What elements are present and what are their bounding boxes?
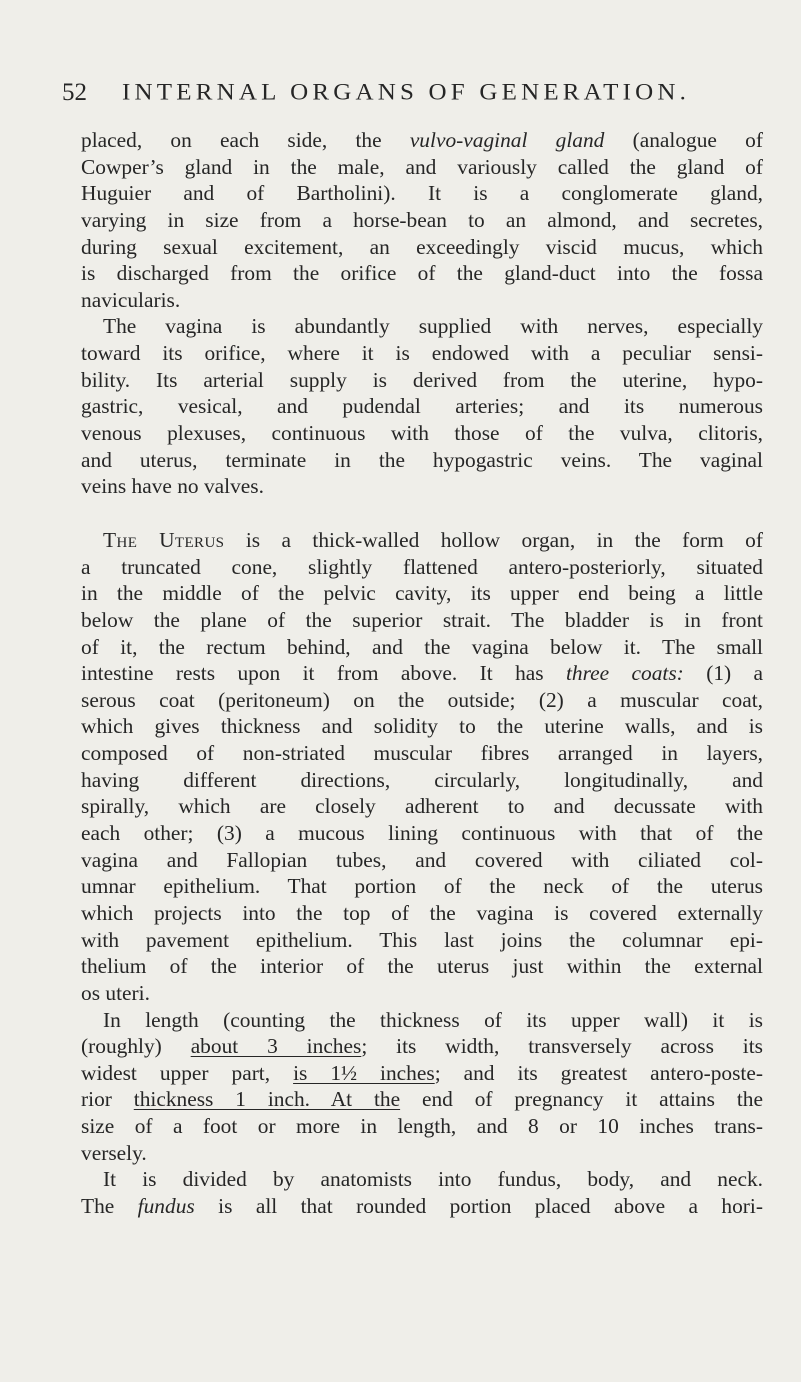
text-line: which projects into the top of the vagina is covered externally <box>81 900 763 925</box>
text-line: is discharged from the orifice of the gland-duct into the fossa <box>81 261 763 286</box>
running-head-title: INTERNAL ORGANS OF GENERATION. <box>122 80 691 105</box>
text-line: of it, the rectum behind, and the vagina below it. The small <box>81 634 763 659</box>
underlined-text: is 1½ inches <box>293 1060 435 1085</box>
text-line: umnar epithelium. That portion of the neck of the uterus <box>81 874 763 899</box>
text-line: each other; (3) a mucous lining continuous with that of the <box>81 821 763 846</box>
text-line: bility. Its arterial supply is derived from the uterine, hypo- <box>81 367 763 392</box>
text-line: Huguier and of Bartholini). It is a conglomerate gland, <box>81 181 763 206</box>
text-line: Cowper’s gland in the male, and variously called the gland of <box>81 154 763 179</box>
text-line: which gives thickness and solidity to the uterine walls, and is <box>81 714 763 739</box>
text-line: a truncated cone, slightly flattened antero-posteriorly, situated <box>81 554 763 579</box>
text-line: widest upper part, is 1½ inches; and its greatest antero-poste- <box>81 1060 763 1085</box>
text-line: vagina and Fallopian tubes, and covered with ciliated col- <box>81 847 763 872</box>
text-line: (roughly) about 3 inches; its width, transversely across its <box>81 1034 764 1059</box>
text-line: placed, on each side, the vulvo-vaginal gland (analogue of <box>81 128 763 152</box>
running-head <box>62 78 762 108</box>
text-line: having different directions, circularly, longitudinally, and <box>81 767 763 792</box>
text-line: It is divided by anatomists into fundus, body, and neck. <box>103 1167 763 1192</box>
page-number: 52 <box>62 79 87 106</box>
text-line: intestine rests upon it from above. It has three coats: (1) a <box>81 661 764 686</box>
text-line: navicularis. <box>81 287 181 312</box>
text-line: toward its orifice, where it is endowed with a peculiar sensi- <box>81 341 763 366</box>
paragraph-gap <box>81 500 763 527</box>
text-line: thelium of the interior of the uterus just within the external <box>81 954 763 979</box>
text-line: The vagina is abundantly supplied with nerves, especially <box>103 314 763 339</box>
text-line: below the plane of the superior strait. The bladder is in front <box>81 607 763 632</box>
text-line: spirally, which are closely adherent to and decussate with <box>81 794 763 819</box>
text-line: os uteri. <box>81 980 150 1005</box>
text-line: venous plexuses, continuous with those of the vulva, clitoris, <box>81 421 763 446</box>
underlined-text: about 3 inches <box>190 1034 362 1059</box>
text-line: and uterus, terminate in the hypogastric veins. The vaginal <box>81 447 763 472</box>
body-text <box>81 127 763 1220</box>
emphasis-term: three coats: <box>565 661 684 686</box>
text-line: size of a foot or more in length, and 8 or 10 inches trans- <box>81 1114 763 1139</box>
emphasis-term: vulvo-vaginal gland <box>409 128 605 152</box>
section-heading: The Uterus <box>103 527 225 552</box>
text-line: rior thickness 1 inch. At the end of pregnancy it attains the <box>81 1087 763 1112</box>
text-line: gastric, vesical, and pudendal arteries; and its numerous <box>81 394 763 419</box>
text-line: serous coat (peritoneum) on the outside; (2) a muscular coat, <box>81 687 763 712</box>
underlined-text: thickness 1 inch. At the <box>133 1087 401 1112</box>
text-line: varying in size from a horse-bean to an almond, and secretes, <box>81 207 763 232</box>
text-line: veins have no valves. <box>81 474 264 499</box>
text-line: versely. <box>81 1140 147 1165</box>
text-line: The Uterus is a thick-walled hollow organ, in the form of <box>103 527 763 552</box>
text-line: in the middle of the pelvic cavity, its upper end being a little <box>81 581 763 606</box>
text-line: In length (counting the thickness of its upper wall) it is <box>103 1007 763 1032</box>
text-line: The fundus is all that rounded portion placed above a hori- <box>81 1193 763 1218</box>
emphasis-term: fundus <box>137 1193 195 1218</box>
text-line: composed of non-striated muscular fibres arranged in layers, <box>81 741 763 766</box>
text-line: during sexual excitement, an exceedingly viscid mucus, which <box>81 234 763 259</box>
text-line: with pavement epithelium. This last joins the columnar epi- <box>81 927 763 952</box>
